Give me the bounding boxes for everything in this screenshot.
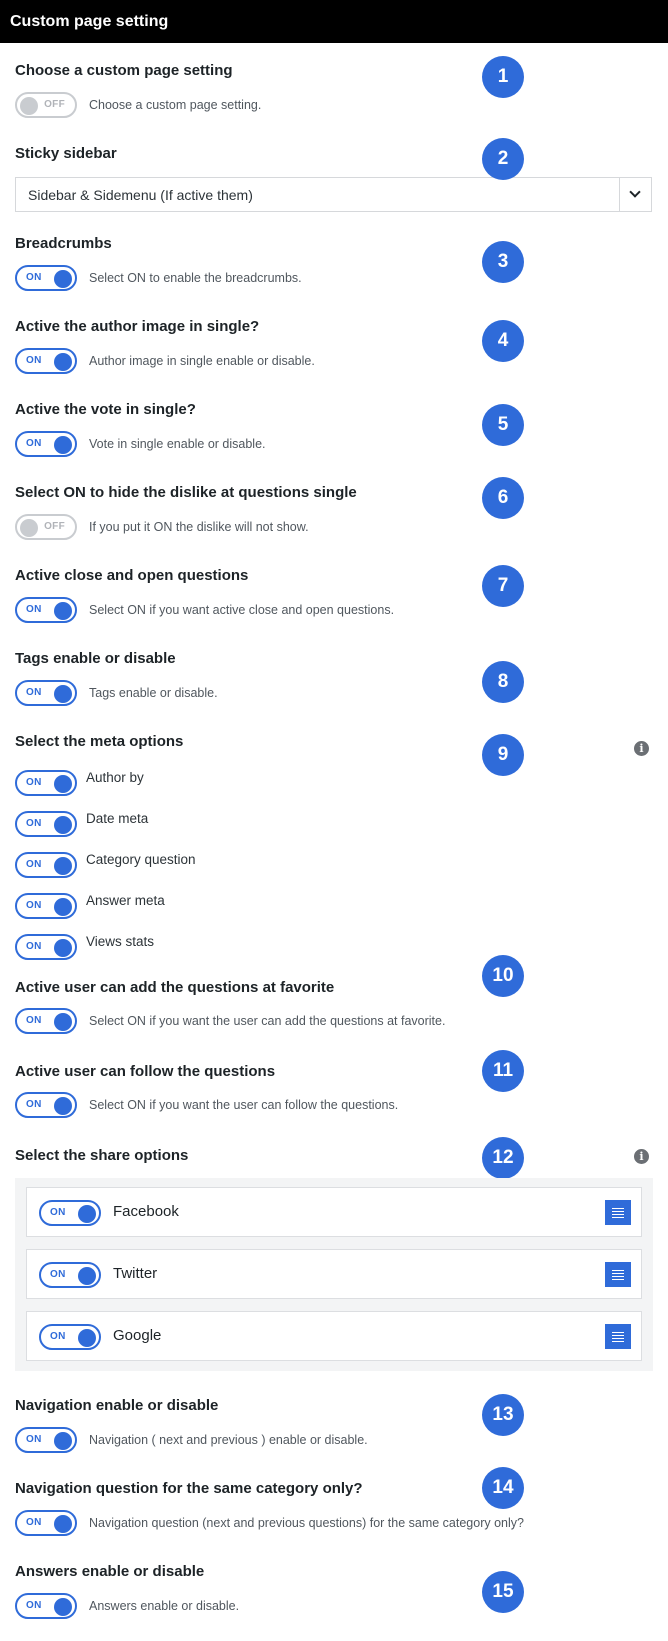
- sticky-sidebar-value: Sidebar & Sidemenu (If active them): [28, 187, 253, 203]
- meta-author-toggle[interactable]: ON: [15, 770, 77, 796]
- favorite-toggle[interactable]: ON: [15, 1008, 77, 1034]
- meta-views-label: Views stats: [86, 934, 155, 949]
- setting-title-custom-page: Choose a custom page setting: [15, 62, 233, 79]
- step-badge-3: 3: [482, 241, 524, 283]
- step-badge-15: 15: [482, 1571, 524, 1613]
- author-image-description: Author image in single enable or disable.: [89, 354, 315, 368]
- navigation-category-description: Navigation question (next and previous questions) for the same category only?: [89, 1516, 524, 1530]
- follow-toggle[interactable]: ON: [15, 1092, 77, 1118]
- setting-title-author-image: Active the author image in single?: [15, 318, 260, 335]
- step-badge-12: 12: [482, 1137, 524, 1179]
- toggle-knob: [20, 97, 38, 115]
- handle-lines: [612, 1270, 624, 1280]
- toggle-knob: [78, 1205, 96, 1223]
- toggle-knob: [54, 353, 72, 371]
- toggle-knob: [54, 436, 72, 454]
- share-item-google[interactable]: [26, 1311, 642, 1361]
- meta-date-toggle[interactable]: ON: [15, 811, 77, 837]
- toggle-knob: [54, 602, 72, 620]
- toggle-knob: [54, 1432, 72, 1450]
- step-badge-10: 10: [482, 955, 524, 997]
- setting-title-vote: Active the vote in single?: [15, 401, 196, 418]
- share-google-toggle[interactable]: ON: [39, 1324, 101, 1350]
- custom-page-description: Choose a custom page setting.: [89, 98, 262, 112]
- toggle-knob: [54, 816, 72, 834]
- toggle-knob: [54, 775, 72, 793]
- answers-toggle[interactable]: ON: [15, 1593, 77, 1619]
- navigation-toggle[interactable]: ON: [15, 1427, 77, 1453]
- sticky-sidebar-select[interactable]: [15, 177, 652, 212]
- info-icon[interactable]: i: [634, 741, 649, 756]
- toggle-knob: [54, 1515, 72, 1533]
- breadcrumbs-description: Select ON to enable the breadcrumbs.: [89, 271, 302, 285]
- toggle-knob: [54, 1598, 72, 1616]
- dislike-description: If you put it ON the dislike will not show.: [89, 520, 309, 534]
- share-facebook-toggle[interactable]: ON: [39, 1200, 101, 1226]
- step-badge-8: 8: [482, 661, 524, 703]
- navigation-category-toggle[interactable]: ON: [15, 1510, 77, 1536]
- share-google-label: Google: [113, 1327, 162, 1344]
- step-badge-13: 13: [482, 1394, 524, 1436]
- step-badge-9: 9: [482, 734, 524, 776]
- share-options-list: [15, 1178, 653, 1371]
- share-item-twitter[interactable]: [26, 1249, 642, 1299]
- step-badge-7: 7: [482, 565, 524, 607]
- handle-lines: [612, 1208, 624, 1218]
- drag-handle-icon[interactable]: [605, 1200, 631, 1225]
- navigation-description: Navigation ( next and previous ) enable or disable.: [89, 1433, 368, 1447]
- handle-lines: [612, 1332, 624, 1342]
- step-badge-6: 6: [482, 477, 524, 519]
- toggle-knob: [54, 939, 72, 957]
- setting-title-share: Select the share options: [15, 1147, 189, 1164]
- meta-answer-label: Answer meta: [86, 893, 165, 908]
- close-open-toggle[interactable]: ON: [15, 597, 77, 623]
- toggle-knob: [78, 1267, 96, 1285]
- meta-views-toggle[interactable]: ON: [15, 934, 77, 960]
- meta-date-label: Date meta: [86, 811, 149, 826]
- setting-title-sticky-sidebar: Sticky sidebar: [15, 145, 117, 162]
- dislike-toggle[interactable]: OFF: [15, 514, 77, 540]
- panel-title: Custom page setting: [10, 13, 169, 30]
- setting-title-meta: Select the meta options: [15, 733, 184, 750]
- toggle-knob: [54, 857, 72, 875]
- step-badge-4: 4: [482, 320, 524, 362]
- meta-author-label: Author by: [86, 770, 144, 785]
- tags-description: Tags enable or disable.: [89, 686, 218, 700]
- author-image-toggle[interactable]: ON: [15, 348, 77, 374]
- vote-description: Vote in single enable or disable.: [89, 437, 266, 451]
- setting-title-favorite: Active user can add the questions at favorite: [15, 979, 335, 996]
- setting-title-tags: Tags enable or disable: [15, 650, 176, 667]
- drag-handle-icon[interactable]: [605, 1262, 631, 1287]
- setting-title-follow: Active user can follow the questions: [15, 1063, 276, 1080]
- custom-page-toggle[interactable]: OFF: [15, 92, 77, 118]
- follow-description: Select ON if you want the user can follow the questions.: [89, 1098, 399, 1112]
- setting-title-answers: Answers enable or disable: [15, 1563, 205, 1580]
- answers-description: Answers enable or disable.: [89, 1599, 240, 1613]
- share-facebook-label: Facebook: [113, 1203, 179, 1220]
- share-twitter-label: Twitter: [113, 1265, 158, 1282]
- favorite-description: Select ON if you want the user can add the questions at favorite.: [89, 1014, 446, 1028]
- toggle-knob: [20, 519, 38, 537]
- toggle-knob: [54, 270, 72, 288]
- meta-category-toggle[interactable]: ON: [15, 852, 77, 878]
- info-icon[interactable]: i: [634, 1149, 649, 1164]
- tags-toggle[interactable]: ON: [15, 680, 77, 706]
- setting-title-navigation: Navigation enable or disable: [15, 1397, 219, 1414]
- share-twitter-toggle[interactable]: ON: [39, 1262, 101, 1288]
- setting-title-dislike: Select ON to hide the dislike at questions single: [15, 484, 357, 501]
- toggle-knob: [78, 1329, 96, 1347]
- setting-title-close-open: Active close and open questions: [15, 567, 249, 584]
- toggle-knob: [54, 685, 72, 703]
- toggle-knob: [54, 1097, 72, 1115]
- step-badge-5: 5: [482, 404, 524, 446]
- step-badge-1: 1: [482, 56, 524, 98]
- step-badge-2: 2: [482, 138, 524, 180]
- panel-header: [0, 0, 668, 43]
- breadcrumbs-toggle[interactable]: ON: [15, 265, 77, 291]
- share-item-facebook[interactable]: [26, 1187, 642, 1237]
- setting-title-breadcrumbs: Breadcrumbs: [15, 235, 112, 252]
- close-open-description: Select ON if you want active close and open questions.: [89, 603, 395, 617]
- step-badge-14: 14: [482, 1467, 524, 1509]
- setting-title-navigation-category: Navigation question for the same category only?: [15, 1480, 363, 1497]
- toggle-knob: [54, 1013, 72, 1031]
- toggle-knob: [54, 898, 72, 916]
- meta-category-label: Category question: [86, 852, 196, 867]
- drag-handle-icon[interactable]: [605, 1324, 631, 1349]
- meta-answer-toggle[interactable]: ON: [15, 893, 77, 919]
- step-badge-11: 11: [482, 1050, 524, 1092]
- chevron-down-icon: [629, 186, 640, 197]
- vote-toggle[interactable]: ON: [15, 431, 77, 457]
- sticky-sidebar-dropdown-button[interactable]: [619, 178, 651, 211]
